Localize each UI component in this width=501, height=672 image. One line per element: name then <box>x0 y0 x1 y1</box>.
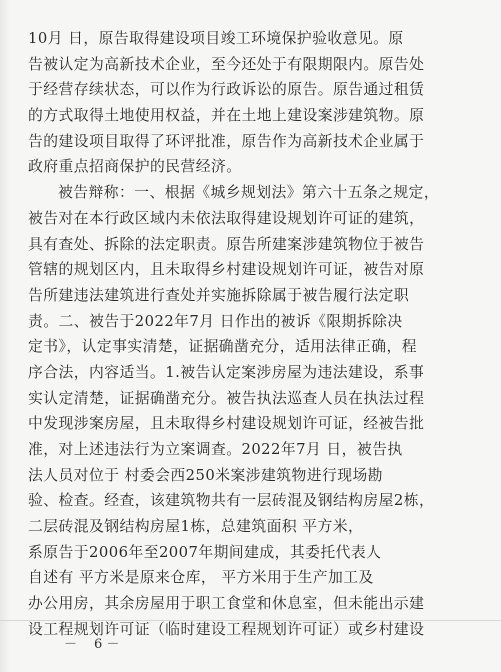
scan-edge-shadow <box>0 0 10 672</box>
text-line: 政府重点招商保护的民营经济。 <box>28 158 242 176</box>
page-number: 6 － <box>94 637 120 652</box>
text-line: 具有查处、拆除的法定职责。原告所建案涉建筑物位于被告 <box>28 235 425 253</box>
text-line: 法人员对位于 村委会西250米案涉建筑物进行现场勘 <box>28 466 383 484</box>
text-line: 系原告于2006年至2007年期间建成，其委托代表人 <box>28 543 382 561</box>
page-bottom-rule <box>0 620 501 621</box>
paragraph-start-line: 被告辩称：一、根据《城乡规划法》第六十五条之规定， <box>58 184 440 202</box>
text-line: 告所建违法建筑进行查处并实施拆除属于被告履行法定职 <box>28 286 410 304</box>
text-line: 自述有 平方米是原来仓库， 平方米用于生产加工及 <box>28 569 374 587</box>
text-line: 管辖的规划区内，且未取得乡村建设规划许可证，被告对原 <box>28 261 425 279</box>
text-line: 的方式取得土地使用权益，并在土地上建设案涉建筑物。原 <box>28 107 425 125</box>
text-line: 10月 日，原告取得建设项目竣工环境保护验收意见。原 <box>28 30 404 47</box>
text-line: 中发现涉案房屋，且未取得乡村建设规划许可证，经被告批 <box>28 415 425 433</box>
text-line: 实认定清楚，证据确凿充分。被告执法巡查人员在执法过程 <box>28 389 425 407</box>
text-line: 于经营存续状态，可以作为行政诉讼的原告。原告通过租赁 <box>28 81 425 99</box>
text-line: 办公用房，其余房屋用于职工食堂和休息室，但未能出示建 <box>28 595 425 613</box>
text-line: 告被认定为高新技术企业，至今还处于有限期限内。原告处 <box>28 55 425 73</box>
page-number-dash: － <box>64 637 79 652</box>
text-line: 定书》，认定事实清楚，证据确凿充分，适用法律正确，程 <box>28 338 418 356</box>
text-line: 验、检查。经查，该建筑物共有一层砖混及钢结构房屋2栋， <box>28 492 435 510</box>
text-line: 设工程规划许可证（临时建设工程规划许可证）或乡村建设 <box>28 620 425 638</box>
text-line: 二层砖混及钢结构房屋1栋，总建筑面积 平方米， <box>28 518 364 536</box>
text-line: 序合法，内容适当。1.被告认定案涉房屋为违法建设，系事 <box>28 363 425 381</box>
text-line: 告的建设项目取得了环评批准，原告作为高新技术企业属于 <box>28 132 425 150</box>
text-line: 被告对在本行政区域内未依法取得建设规划许可证的建筑， <box>28 209 425 227</box>
page-footer <box>0 631 501 651</box>
document-body <box>28 26 476 643</box>
text-line: 责。二、被告于2022年7月 日作出的被诉《限期拆除决 <box>28 312 403 330</box>
text-line: 准，对上述违法行为立案调查。2022年7月 日，被告执 <box>28 441 403 458</box>
